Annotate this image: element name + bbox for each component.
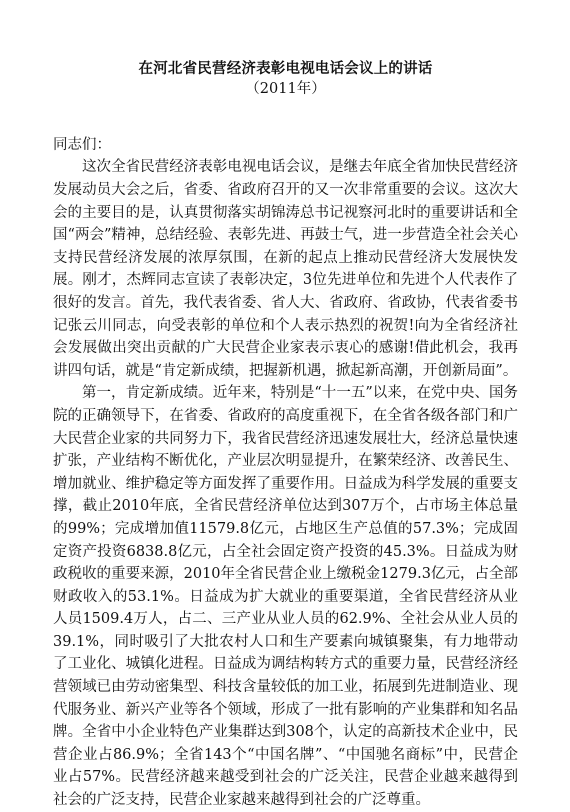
page-subtitle: （2011年） — [245, 81, 326, 97]
paragraph-new-achievements: 第一，肯定新成绩。近年来，特别是“十一五”以来，在党中央、国务院的正确领导下，在省委、省政府的高度重视下，在全省各级各部门和广大民营企业家的共同努力下，我省民营经济迅速发展壮大，经济总量快速扩张，产业结构不断优化，产业层次明显提升，在繁荣经济、改善民生、增加就业、维护稳定等方面发挥了重要作用。日益成为科学发展的重要支撑，截止2010年底，全省民营经济单位达到307万个，占市场主体总量的99%；完成增加值11579.8亿元，占地区生产总值的57.3%；完成固定资产投资6838.8亿元，占全社会固定资产投资的45.3%。日益成为财政税收的重要来源，2010年全省民营企业上缴税金1279.3亿元，占全部财政收入的53.1%。日益成为扩大就业的重要渠道，全省民营经济从业人员1509.4万人，占二、三产业从业人员的62.9%、全社会从业人员的39.1%，同时吸引了大批农村人口和生产要素向城镇聚集，有力地带动了工业化、城镇化进程。日益成为调结构转方式的重要力量，民营经济经营领域已由劳动密集型、科技含量较低的加工业，拓展到先进制造业、现代服务业、新兴产业等各个领域，形成了一批有影响的产业集群和知名品牌。全省中小企业特色产业集群达到308个，认定的高新技术企业中，民营企业占86.9%；全省143个“中国名牌”、“中国驰名商标”中，民营企业占57%。民营经济越来越受到社会的广泛关注，民营企业越来越得到社会的广泛支持，民营企业家越来越得到社会的广泛尊重。 — [53, 385, 518, 809]
paragraph-intro: 这次全省民营经济表彰电视电话会议，是继去年底全省加快民营经济发展动员大会之后，省委、省政府召开的又一次非常重要的会议。这次大会的主要目的是，认真贯彻落实胡锦涛总书记视察河北时的重要讲话和全国“两会”精神，总结经验、表彰先进、再鼓士气，进一步营造全社会关心支持民营经济发展的浓厚氛围，在新的起点上推动民营经济大发展快发展。刚才，杰辉同志宣读了表彰决定，3位先进单位和先进个人代表作了很好的发言。首先，我代表省委、省人大、省政府、省政协，代表省委书记张云川同志，向受表彰的单位和个人表示热烈的祝贺!向为全省经济社会发展做出突出贡献的广大民营企业家表示衷心的感谢!借此机会，我再讲四句话，就是“肯定新成绩，把握新机遇，掀起新高潮，开创新局面”。 — [53, 159, 518, 379]
salutation: 同志们： — [53, 137, 111, 153]
page-title: 在河北省民营经济表彰电视电话会议上的讲话 — [138, 60, 433, 77]
